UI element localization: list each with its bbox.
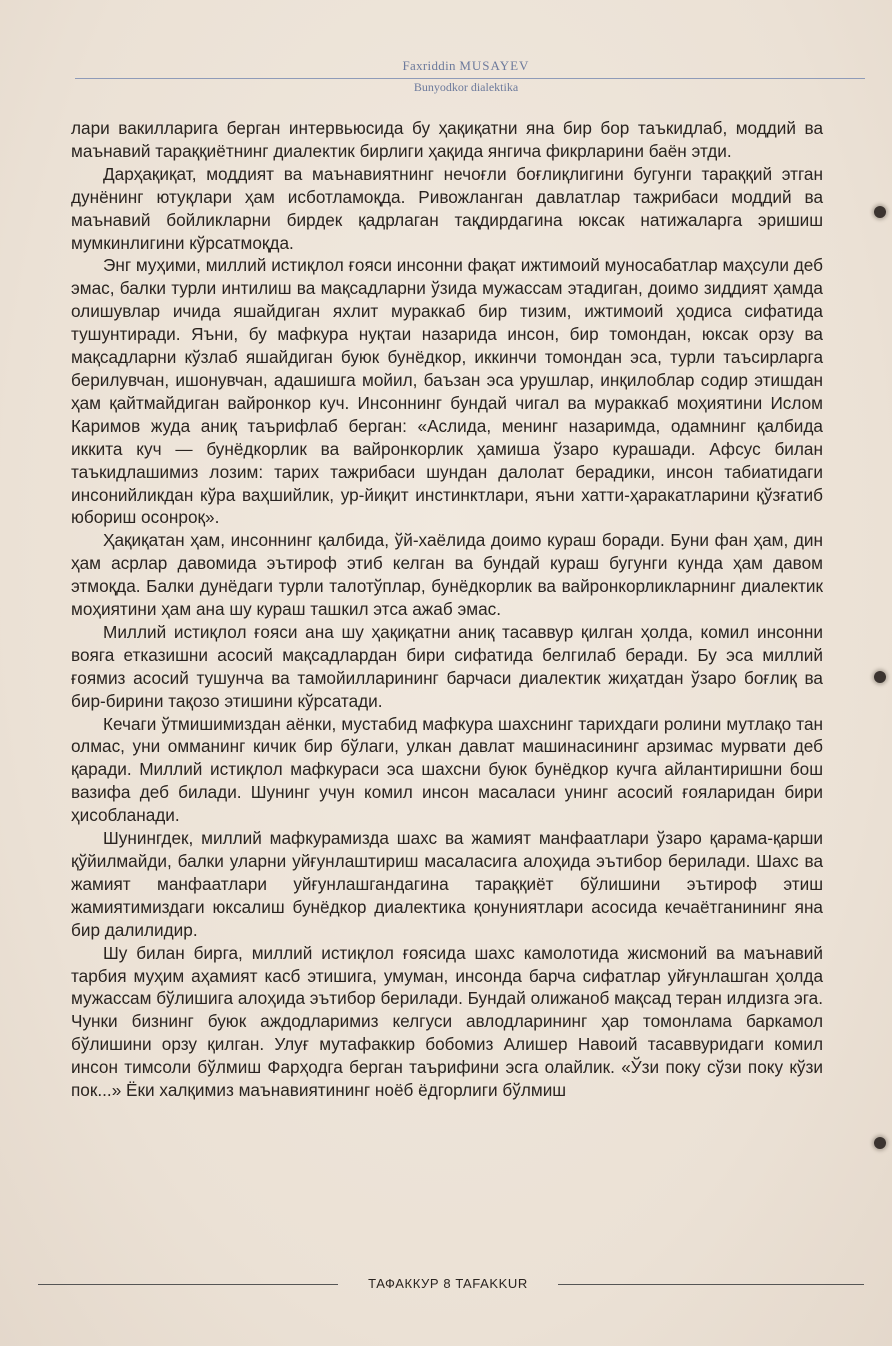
paragraph: лари вакилларига берган интервьюсида бу ҳақиқатни яна бир бор таъкидлаб, моддий ва маънавий тараққиётнинг диалектик бирлиги ҳақида янгича фикрларини баён этди. (71, 118, 823, 161)
paragraph: Дарҳақиқат, моддият ва маънавиятнинг нечоғли боғлиқлигини бугунги тараққий этган дунёнинг ютуқлари ҳам исботламоқда. Ривожланган давлатлар тажрибаси моддий ва маънавий бойликларни бирдек қадрлаган тақдирдагина юксак натижаларга эришиш мумкинлигини кўрсатмоқда. (71, 163, 823, 253)
header-rule (75, 78, 865, 79)
author-first-name: Faxriddin (402, 58, 456, 73)
paragraph: Кечаги ўтмишимиздан аёнки, мустабид мафкура шахснинг тарихдаги ролини мутлақо тан олмас, уни омманинг кичик бир бўлаги, улкан давлат машинасининг арзимас мурвати деб қаради. Миллий истиқлол мафкураси эса шахсни буюк бунёдкор кучга айлантиришни бош вазифа деб билади. Шунинг учун комил инсон масаласи унинг асосий ғояларидан бири ҳисобланади. (71, 713, 823, 826)
header-subtitle: Bunyodkor dialektika (413, 80, 519, 94)
binding-hole-icon (874, 671, 886, 683)
paragraph: Шу билан бирга, миллий истиқлол ғоясида шахс камолотида жисмоний ва маънавий тарбия муҳим аҳамият касб этишига, умуман, инсонда барча сифатлар уйғунлашган ҳолда мужассам бўлишига алоҳида эътибор берилади. Бундай олижаноб мақсад теран илдизга эга. Чунки бизнинг буюк аждодларимиз келгуси авлодларининг ҳар томонлама баркамол бўлишини орзу қилган. Улуғ мутафаккир бобомиз Алишер Навоий тасаввуридаги комил инсон тимсоли бўлмиш Фарҳодга берган таърифини эсга олайлик. «Ўзи поку сўзи поку кўзи пок...» Ёки халқимиз маънавиятининг ноёб ёдгорлиги бўлмиш (71, 942, 823, 1101)
running-footer (0, 1274, 892, 1294)
binding-hole-icon (874, 1137, 886, 1149)
running-header (0, 58, 892, 95)
paragraph: Шунингдек, миллий мафкурамизда шахс ва жамият манфаатлари ўзаро қарама-қарши қўйилмайди, балки уларни уйғунлаштириш масаласига алоҳида эътибор берилади. Шахс ва жамият манфаатлари уйғунлашгандагина тараққиёт бўлишини эътироф этиш жамиятимиздаги юксалиш бунёдкор диалектика қонуниятлари асосида кечаётганининг яна бир далилидир. (71, 828, 823, 940)
article-body (71, 117, 823, 1102)
author-last-name: MUSAYEV (459, 58, 530, 73)
binding-hole-icon (874, 206, 886, 218)
header-author (40, 58, 892, 74)
paragraph: Энг муҳими, миллий истиқлол ғояси инсонни фақат ижтимоий муносабатлар маҳсули деб эмас, балки турли интилиш ва мақсадларни ўзида мужассам этадиган, доимо зиддият ҳамда олишувлар ичида яшайдиган яхлит мураккаб бир тизим, ижтимоий ҳодиса сифатида тушунтиради. Яъни, бу мафкура нуқтаи назарида инсон, бир томондан, юксак орзу ва мақсадларни кўзлаб яшайдиган буюк бунёдкор, иккинчи томондан эса, турли таъсирларга берилувчан, ишонувчан, адашишга мойил, баъзан эса урушлар, инқилоблар содир этишдан ҳам қайтмайдиган вайронкор куч. Инсоннинг бундай чигал ва мураккаб моҳиятини Ислом Каримов жуда аниқ таърифлаб берган: «Аслида, менинг назаримда, одамнинг қалбида иккита куч — бунёдкорлик ва вайронкорлик ҳамиша ўзаро курашади. Афсус билан таъкидлашимиз лозим: тарих тажрибаси шундан далолат берадики, инсон табиатидаги инсонийликдан кўра ваҳшийлик, ур-йиқит инстинктлари, яъни хатти-ҳаракатларини қўзғатиб юбориш осонроқ». (71, 255, 823, 528)
footer-label: ТАФАККУР 8 TAFAKKUR (368, 1276, 528, 1291)
paragraph: Ҳақиқатан ҳам, инсоннинг қалбида, ўй-хаёлида доимо кураш боради. Буни фан ҳам, дин ҳам асрлар давомида эътироф этиб келган ва бундай кураш бугунги кунда ҳам давом этмоқда. Балки дунёдаги турли талотўплар, бунёдкорлик ва вайронкорликларнинг диалектик моҳиятини ҳам ана шу кураш ташкил этса ажаб эмас. (71, 530, 823, 620)
footer-rule-left (38, 1284, 338, 1285)
paragraph: Миллий истиқлол ғояси ана шу ҳақиқатни аниқ тасаввур қилган ҳолда, комил инсонни вояга етказишни асосий мақсадлардан бири сифатида белгилаб беради. Бу эса миллий ғоямиз асосий тушунча ва тамойилларининг барчаси диалектик жиҳатдан ўзаро боғлиқ ва бир-бирини тақозо этишини кўрсатади. (71, 621, 823, 711)
footer-rule-right (558, 1284, 864, 1285)
